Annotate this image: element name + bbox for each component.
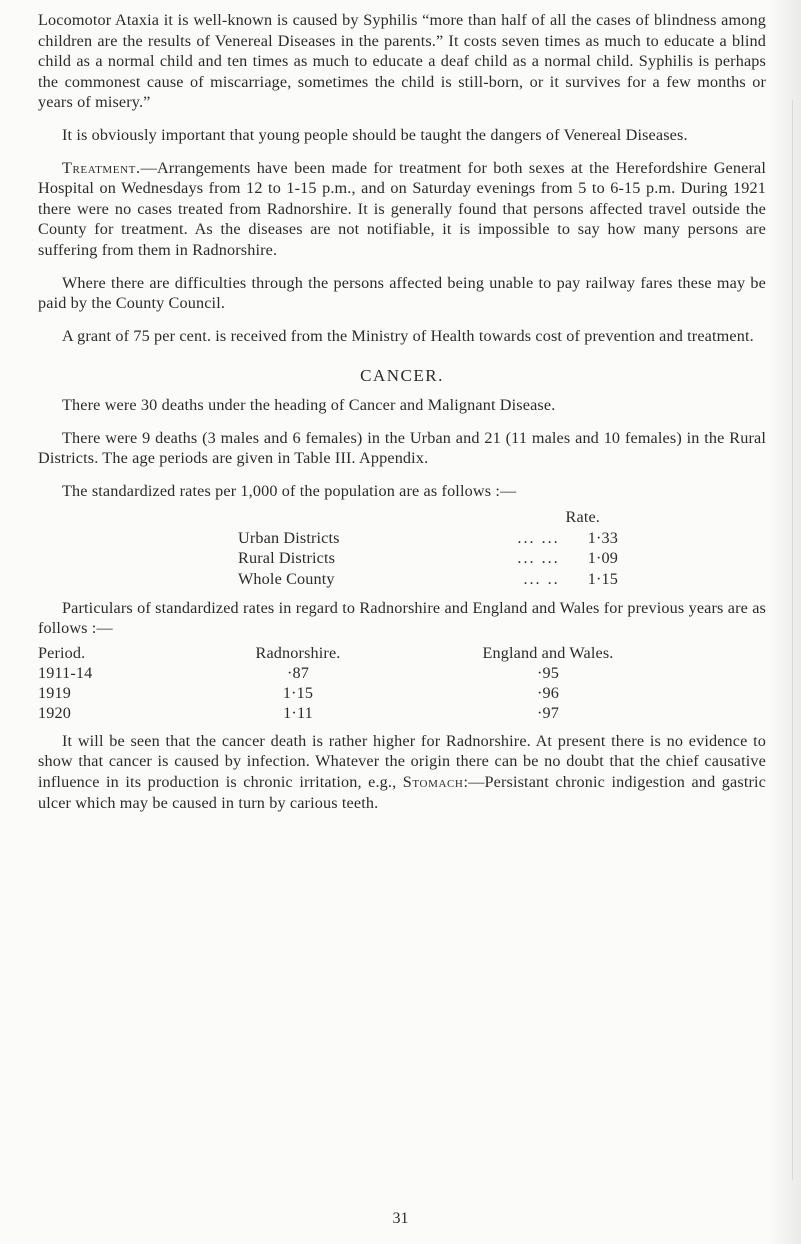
period-table-header: [38, 643, 766, 663]
paragraph-cancer-districts: There were 9 deaths (3 males and 6 females) in the Urban and 21 (11 males and 10 females) in the Rural Districts. The age periods are given in Table III. Appendix.: [38, 428, 766, 468]
table-row: [38, 683, 766, 703]
column-header-radnorshire: Radnorshire.: [255, 643, 341, 662]
rate-label: Whole County: [238, 570, 335, 589]
period-table: [38, 643, 766, 723]
rate-label: Urban Districts: [238, 528, 340, 547]
radnorshire-cell: 1·11: [283, 703, 313, 722]
england-wales-cell: ·95: [536, 663, 560, 682]
paragraph-standardized-rates: The standardized rates per 1,000 of the population are as follows :—: [62, 481, 517, 500]
table-row: [38, 703, 766, 723]
rate-label: Rural Districts: [238, 549, 336, 568]
paragraph-treatment: [38, 158, 766, 261]
paragraph-railway-fares: Where there are difficulties through the persons affected being unable to pay railway fares these may be paid by the County Council.: [38, 273, 766, 313]
period-cell: 1911-14: [38, 663, 93, 682]
england-wales-cell: ·97: [536, 703, 560, 722]
causes-rest: :—Persistant chronic indigestion and gastric ulcer which may be caused in turn by carious teeth.: [38, 773, 766, 812]
rate-dots: ... ..: [523, 570, 560, 589]
paragraph-young-people: It is obviously important that young people should be taught the dangers of Venereal Diseases.: [62, 125, 688, 144]
rate-value: 1·15: [587, 570, 618, 589]
treatment-lead: Treatment.: [62, 158, 141, 177]
column-header-england-wales: England and Wales.: [482, 643, 614, 662]
causes-stomach: Stomach: [402, 773, 464, 792]
table-row: [238, 528, 618, 549]
causes-text: It will be seen that the cancer death is rather higher for Radnorshire. At present there is no evidence to show that cancer is caused by infection. Whatever the origin there can be no doubt that the chief causative influence in its production is chronic irritation, e.g.,: [38, 731, 766, 792]
rate-value: 1·09: [587, 549, 618, 568]
paragraph-grant: A grant of 75 per cent. is received from the Ministry of Health towards cost of prevention and treatment.: [62, 326, 754, 345]
table-row: [238, 569, 618, 590]
column-header-period: Period.: [38, 643, 86, 662]
radnorshire-cell: 1·15: [282, 683, 314, 702]
england-wales-cell: ·96: [536, 683, 560, 702]
period-cell: 1919: [38, 683, 71, 702]
page-edge-line: [792, 100, 793, 1180]
table-row: [238, 548, 618, 569]
page-edge-shadow: [767, 0, 801, 1244]
rate-table-header: Rate.: [565, 508, 600, 527]
paragraph-particulars: Particulars of standardized rates in regard to Radnorshire and England and Wales for previous years are as follows :—: [38, 598, 766, 638]
period-cell: 1920: [38, 703, 71, 722]
rate-dots: ... ...: [517, 528, 560, 547]
page-body: [38, 10, 766, 813]
paragraph-syphilis: Locomotor Ataxia it is well-known is caused by Syphilis “more than half of all the cases of blindness among children are the results of Venereal Diseases in the parents.” It costs seven times as much to educate a blind child as a normal child and ten times as much to educate a deaf child as a normal child. Syphilis is perhaps the commonest cause of miscarriage, sometimes the child is still-born, or it survives for a few months or years of misery.”: [38, 11, 766, 112]
paragraph-cancer-deaths: There were 30 deaths under the heading of Cancer and Malignant Disease.: [62, 395, 556, 414]
rate-dots: ... ...: [517, 549, 560, 568]
paragraph-cancer-causes: [38, 731, 766, 813]
rate-value: 1·33: [587, 528, 618, 547]
rate-table: [238, 507, 618, 589]
page-number: 31: [392, 1210, 409, 1227]
treatment-text: —Arrangements have been made for treatment for both sexes at the Herefordshire General Hospital on Wednesdays from 12 to 1-15 p.m., and on Saturday evenings from 5 to 6-15 p.m. During 1921 there were no cases treated from Radnorshire. It is generally found that persons affected travel outside the County for treatment. As the diseases are not notifiable, it is impossible to say how many persons are suffering from them in Radnorshire.: [38, 158, 766, 259]
radnorshire-cell: ·87: [286, 663, 310, 682]
cancer-heading: CANCER.: [360, 366, 444, 386]
table-row: [38, 663, 766, 683]
